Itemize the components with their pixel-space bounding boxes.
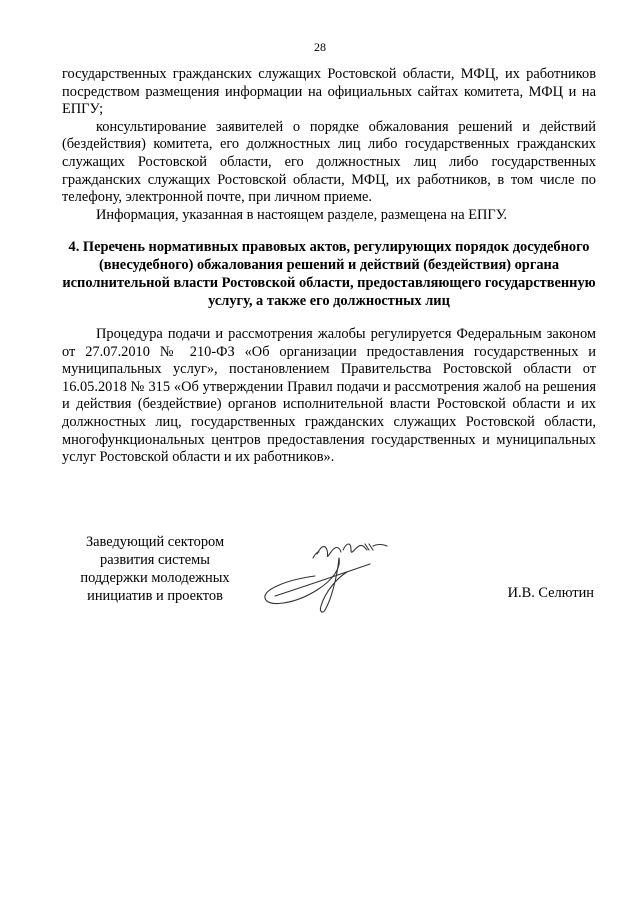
paragraph-continuation: государственных гражданских служащих Ростовской области, МФЦ, их работников посредством размещения информации на официальных сайтах комитета, МФЦ и на ЕПГУ;: [62, 66, 596, 118]
position-line: развития системы: [100, 552, 210, 568]
top-text-block: [62, 66, 596, 224]
position-line: инициатив и проектов: [87, 588, 223, 604]
paragraph-procedure: Процедура подачи и рассмотрения жалобы регулируется Федеральным законом от 27.07.2010 № 210-ФЗ «Об организации предоставления государственных и муниципальных услуг», постановлением Правительства Ростовской области от 16.05.2018 № 315 «Об утверждении Правил подачи и рассмотрения жалоб на решения и действия (бездействие) органов исполнительной власти Ростовской области и их должностных лиц, государственных гражданских служащих Ростовской области, многофункциональных центров предоставления государственных и муниципальных услуг Ростовской области и их работников».: [62, 326, 596, 466]
handwritten-signature: [255, 528, 395, 618]
position-line: поддержки молодежных: [80, 570, 230, 586]
section-4-body: [62, 326, 596, 467]
position-line: Заведующий сектором: [85, 534, 225, 550]
signatory-position: [80, 533, 230, 605]
section-4-heading: 4. Перечень нормативных правовых актов, регулирующих порядок досудебного (внесудебного) обжалования решений и действий (бездействия) органа исполнительной власти Ростовской области, предоставляющего государственную услугу, а также его должностных лиц: [62, 239, 596, 309]
page-number: 28: [314, 40, 326, 54]
paragraph-info-placement: Информация, указанная в настоящем разделе, размещена на ЕПГУ.: [96, 206, 508, 223]
signer-name: И.В. Селютин: [507, 585, 594, 601]
paragraph-consultation: консультирование заявителей о порядке обжалования решений и действий (бездействия) комитета, его должностных лиц либо государственных гражданских служащих Ростовской области, его должностных лиц либо государственных гражданских служащих Ростовской области, МФЦ, их работников, в том числе по телефону, электронной почте, при личном приеме.: [62, 118, 596, 206]
